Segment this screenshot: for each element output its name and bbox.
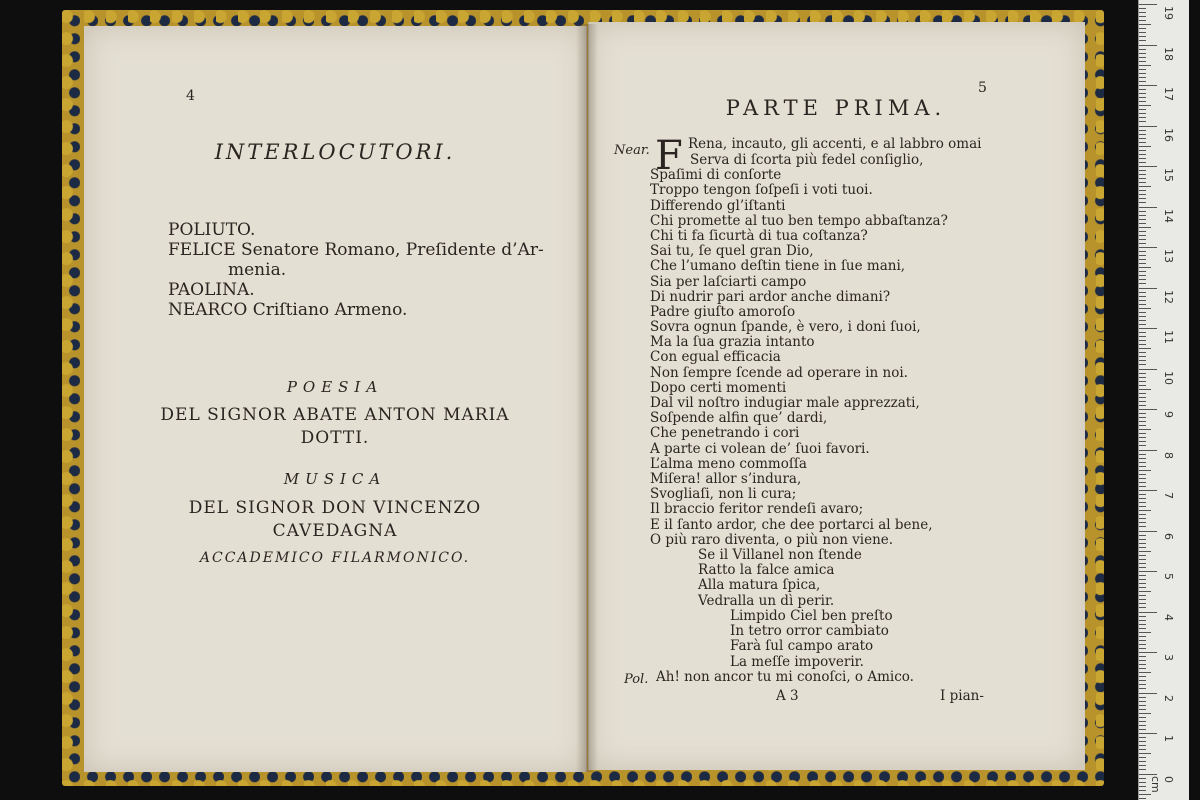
ruler-label: 0 cm <box>1149 775 1175 793</box>
ruler-label: 5 <box>1162 573 1175 580</box>
speaker-nearco: Near. <box>614 143 650 158</box>
character-paolina: PAOLINA. <box>168 280 255 300</box>
ruler-tick <box>1139 198 1146 199</box>
ruler-tick <box>1139 652 1157 653</box>
ruler-label: 15 <box>1162 168 1175 182</box>
ruler-tick <box>1139 215 1146 216</box>
ruler-tick <box>1139 8 1146 9</box>
ruler-tick <box>1139 154 1146 155</box>
ruler-tick <box>1139 725 1146 726</box>
ruler-tick <box>1139 543 1146 544</box>
ruler-label: 16 <box>1162 127 1175 142</box>
ruler-tick <box>1139 320 1146 321</box>
ruler-tick <box>1139 470 1151 471</box>
ruler-tick <box>1139 251 1146 252</box>
parte-prima-heading: PARTE PRIMA. <box>725 96 947 120</box>
ruler-tick <box>1139 352 1146 353</box>
ruler-tick <box>1139 794 1151 795</box>
ruler-tick <box>1139 518 1146 519</box>
ruler-tick <box>1139 4 1157 5</box>
ruler-tick <box>1139 774 1157 775</box>
ruler-tick <box>1139 466 1146 467</box>
ruler-tick <box>1139 105 1151 106</box>
ruler-tick <box>1139 219 1146 220</box>
ruler-tick <box>1139 693 1157 694</box>
ruler-tick <box>1139 101 1146 102</box>
verse-line: Il braccio feritor rendeſi avaro; <box>650 501 864 518</box>
ruler-tick <box>1139 113 1146 114</box>
verse-first-line: Rena, incauto, gli accenti, e al labbro omai <box>688 136 982 152</box>
ruler-label: 10 <box>1162 370 1175 385</box>
ruler-tick <box>1139 279 1146 280</box>
verse-line: Troppo tengon ſoſpeſi i voti tuoi. <box>650 182 873 199</box>
ruler-tick <box>1139 688 1146 689</box>
ruler-tick <box>1139 555 1146 556</box>
ruler-tick <box>1139 65 1151 66</box>
ruler-tick <box>1139 660 1146 661</box>
ruler-tick <box>1139 575 1146 576</box>
catchword: I pian- <box>940 688 984 704</box>
ruler-tick <box>1139 749 1146 750</box>
ruler-tick <box>1139 401 1146 402</box>
ruler-tick <box>1139 12 1146 13</box>
verse-line: Ratto la falce amica <box>698 562 835 579</box>
ruler-tick <box>1139 381 1146 382</box>
ruler-tick <box>1139 369 1157 370</box>
ruler-tick <box>1139 24 1151 25</box>
speaker-poliuto: Pol. <box>624 672 649 687</box>
ruler-tick <box>1139 166 1157 167</box>
poetry-author-line2: DOTTI. <box>300 428 370 448</box>
ruler-tick <box>1139 664 1146 665</box>
ruler-tick <box>1139 202 1146 203</box>
ruler-tick <box>1139 697 1146 698</box>
verse-line: Spaſimi di conſorte <box>650 167 782 184</box>
ruler-tick <box>1139 170 1146 171</box>
ruler-tick <box>1139 450 1157 451</box>
ruler-tick <box>1139 713 1151 714</box>
verse-line: Chi promette al tuo ben tempo abbaſtanza? <box>650 212 948 229</box>
ruler-tick <box>1139 531 1157 532</box>
ruler-tick <box>1139 61 1146 62</box>
ruler-tick <box>1139 547 1146 548</box>
ruler-tick <box>1139 235 1146 236</box>
ruler-label: 4 <box>1162 613 1175 621</box>
ruler-tick <box>1139 174 1146 175</box>
right-page-number: 5 <box>978 80 987 96</box>
ruler-tick <box>1139 486 1146 487</box>
ruler-tick <box>1139 385 1146 386</box>
ruler-tick <box>1139 632 1151 633</box>
ruler-tick <box>1139 328 1157 329</box>
ruler-tick <box>1139 595 1146 596</box>
ruler-tick <box>1139 741 1146 742</box>
ruler-label: 7 <box>1162 492 1175 499</box>
ruler-tick <box>1139 583 1146 584</box>
ruler-tick <box>1139 539 1146 540</box>
ruler-label: 11 <box>1162 330 1175 344</box>
ruler-tick <box>1139 247 1157 248</box>
ruler-tick <box>1139 701 1146 702</box>
ruler-tick <box>1139 32 1146 33</box>
ruler-label: 1 <box>1162 735 1175 742</box>
ruler-tick <box>1139 405 1146 406</box>
character-poliuto: POLIUTO. <box>168 220 256 240</box>
ruler-tick <box>1139 194 1146 195</box>
ruler-tick <box>1139 77 1146 78</box>
ruler-tick <box>1139 336 1146 337</box>
ruler-tick <box>1139 498 1146 499</box>
ruler-tick <box>1139 753 1151 754</box>
ruler-tick <box>1139 121 1146 122</box>
ruler-tick <box>1139 494 1146 495</box>
verse-line: Serva di ſcorta più fedel conſiglio, <box>690 152 924 168</box>
ruler-tick <box>1139 478 1146 479</box>
ruler-tick <box>1139 267 1151 268</box>
ruler-tick <box>1139 721 1146 722</box>
verse-line: La meſſe impoverir. <box>730 653 864 670</box>
ruler-tick <box>1139 97 1146 98</box>
ruler-tick <box>1139 138 1146 139</box>
verse-line: Farà ſul campo arato <box>730 638 874 655</box>
ruler-tick <box>1139 778 1146 779</box>
left-page-number: 4 <box>186 88 195 104</box>
music-author-line2: CAVEDAGNA <box>272 521 398 541</box>
ruler-tick <box>1139 271 1146 272</box>
ruler-tick <box>1139 612 1157 613</box>
ruler-tick <box>1139 559 1146 560</box>
ruler-tick <box>1139 733 1157 734</box>
ruler-tick <box>1139 628 1146 629</box>
ruler-tick <box>1139 745 1146 746</box>
verse-line: Differendo gl’iſtanti <box>650 197 786 214</box>
ruler-tick <box>1139 433 1146 434</box>
verse-line: A parte ci volean de’ ſuoi favori. <box>650 440 870 457</box>
ruler-tick <box>1139 620 1146 621</box>
ruler-tick <box>1139 535 1146 536</box>
verse-line: Dopo certi momenti <box>650 379 787 396</box>
ruler-tick <box>1139 344 1146 345</box>
ruler-tick <box>1139 490 1157 491</box>
ruler-tick <box>1139 514 1146 515</box>
ruler-tick <box>1139 607 1146 608</box>
ruler-tick <box>1139 16 1146 17</box>
poliuto-line: Ah! non ancor tu mi conoſci, o Amico. <box>656 669 914 685</box>
ruler-tick <box>1139 705 1146 706</box>
ruler-tick <box>1139 158 1146 159</box>
verse-line: Vedralla un dì perir. <box>698 592 835 609</box>
ruler-tick <box>1139 454 1146 455</box>
ruler-tick <box>1139 441 1146 442</box>
ruler-tick <box>1139 377 1146 378</box>
ruler-tick <box>1139 551 1151 552</box>
signature-mark: A 3 <box>776 688 799 704</box>
ruler-tick <box>1139 587 1146 588</box>
ruler-tick <box>1139 292 1146 293</box>
ruler-tick <box>1139 717 1146 718</box>
ruler-tick <box>1139 482 1146 483</box>
verse-line: Miſera! allor s’indura, <box>650 470 802 487</box>
ruler-tick <box>1139 126 1157 127</box>
ruler-label: 14 <box>1162 208 1175 223</box>
ruler-tick <box>1139 332 1146 333</box>
ruler-tick <box>1139 178 1146 179</box>
ruler-tick <box>1139 356 1146 357</box>
ruler-tick <box>1139 409 1157 410</box>
verse-line: Sovra ognun ſpande, è vero, i doni ſuoi, <box>650 319 921 336</box>
ruler-tick <box>1139 757 1146 758</box>
ruler-tick <box>1139 769 1146 770</box>
ruler-tick <box>1139 40 1146 41</box>
character-felice-cont: menia. <box>228 260 287 280</box>
ruler-tick <box>1139 186 1151 187</box>
verse-line: Che l’umano deſtin tiene in ſue mani, <box>650 258 906 275</box>
ruler-tick <box>1139 130 1146 131</box>
ruler-tick <box>1139 211 1146 212</box>
ruler-label: 17 <box>1162 87 1175 101</box>
ruler-tick <box>1139 603 1146 604</box>
verse-line: O più raro diventa, o più non viene. <box>650 531 894 548</box>
ruler-tick <box>1139 53 1146 54</box>
verse-line: L’alma meno commoſſa <box>650 455 807 472</box>
ruler-tick <box>1139 89 1146 90</box>
ruler-tick <box>1139 644 1146 645</box>
ruler-tick <box>1139 680 1146 681</box>
ruler-tick <box>1139 288 1157 289</box>
verse-line: Sia per laſciarti campo <box>650 273 807 290</box>
ruler-tick <box>1139 437 1146 438</box>
ruler-tick <box>1139 640 1146 641</box>
ruler-tick <box>1139 522 1146 523</box>
ruler-tick <box>1139 591 1151 592</box>
ruler-tick <box>1139 223 1146 224</box>
ruler-tick <box>1139 684 1146 685</box>
ruler-label: 9 <box>1162 411 1175 418</box>
verse-line: Se il Villanel non ſtende <box>698 547 862 563</box>
music-author-line1: DEL SIGNOR DON VINCENZO <box>188 498 482 518</box>
ruler-tick <box>1139 648 1146 649</box>
ruler-tick <box>1139 425 1146 426</box>
ruler-tick <box>1139 786 1146 787</box>
ruler-label: 12 <box>1162 289 1175 304</box>
ruler-tick <box>1139 417 1146 418</box>
ruler-tick <box>1139 510 1151 511</box>
ruler-tick <box>1139 45 1157 46</box>
ruler-tick <box>1139 275 1146 276</box>
ruler-tick <box>1139 134 1146 135</box>
ruler-tick <box>1139 316 1146 317</box>
ruler-label: 19 <box>1162 6 1175 20</box>
verse-line: Sai tu, ſe quel gran Dio, <box>650 243 814 260</box>
ruler-tick <box>1139 283 1146 284</box>
ruler-tick <box>1139 231 1146 232</box>
verse-line: Alla matura ſpica, <box>698 577 821 594</box>
ruler-tick <box>1139 668 1146 669</box>
ruler-tick <box>1139 296 1146 297</box>
ruler-tick <box>1139 709 1146 710</box>
ruler-tick <box>1139 227 1151 228</box>
ruler-tick <box>1139 373 1146 374</box>
ruler-tick <box>1139 207 1157 208</box>
ruler-tick <box>1139 579 1146 580</box>
ruler-tick <box>1139 506 1146 507</box>
ruler-tick <box>1139 142 1146 143</box>
verse-line: Padre giuſto amoroſo <box>650 303 796 320</box>
ruler-tick <box>1139 458 1146 459</box>
ruler-tick <box>1139 421 1146 422</box>
verse-line: Non ſempre ſcende ad operare in noi. <box>650 364 908 381</box>
ruler-tick <box>1139 150 1146 151</box>
verse-line: Con egual efficacia <box>650 349 781 366</box>
ruler-tick <box>1139 782 1146 783</box>
ruler-tick <box>1139 599 1146 600</box>
ruler-label: 2 <box>1162 694 1175 702</box>
ruler-tick <box>1139 636 1146 637</box>
poetry-label: POESIA <box>286 378 384 396</box>
ruler-tick <box>1139 624 1146 625</box>
music-author-title: ACCADEMICO FILARMONICO. <box>199 550 471 566</box>
ruler-tick <box>1139 429 1151 430</box>
ruler-tick <box>1139 20 1146 21</box>
verse-line: Soſpende alfin que’ dardi, <box>650 410 828 427</box>
character-list <box>168 220 568 320</box>
ruler-tick <box>1139 146 1151 147</box>
ruler-label: 8 <box>1162 451 1175 459</box>
book-gutter <box>576 24 598 772</box>
ruler-tick <box>1139 502 1146 503</box>
ruler-tick <box>1139 364 1146 365</box>
aria-stanza-2 <box>730 609 893 670</box>
ruler-tick <box>1139 790 1146 791</box>
ruler-tick <box>1139 93 1146 94</box>
drop-cap: F <box>655 133 683 179</box>
ruler-tick <box>1139 563 1146 564</box>
ruler-tick <box>1139 312 1146 313</box>
ruler-tick <box>1139 304 1146 305</box>
ruler-tick <box>1139 474 1146 475</box>
interlocutori-title: INTERLOCUTORI. <box>214 140 456 164</box>
ruler-tick <box>1139 571 1157 572</box>
ruler-tick <box>1139 28 1146 29</box>
aria-stanza-1 <box>698 548 862 609</box>
ruler-tick <box>1139 85 1157 86</box>
ruler-tick <box>1139 413 1146 414</box>
ruler-tick <box>1139 397 1146 398</box>
verse-line: E il ſanto ardor, che dee portarci al bene, <box>650 516 933 533</box>
music-label: MUSICA <box>283 470 387 488</box>
ruler-tick <box>1139 324 1146 325</box>
ruler-tick <box>1139 729 1146 730</box>
ruler-tick <box>1139 36 1146 37</box>
ruler-tick <box>1139 340 1146 341</box>
verse-line: In tetro orror cambiato <box>730 623 889 640</box>
ruler-tick <box>1139 348 1151 349</box>
ruler-tick <box>1139 567 1146 568</box>
measurement-ruler <box>1138 0 1189 800</box>
ruler-tick <box>1139 162 1146 163</box>
verse-line: Di nudrir pari ardor anche dimani? <box>650 288 891 305</box>
ruler-tick <box>1139 676 1146 677</box>
verse-line: Che penetrando i cori <box>650 425 800 442</box>
ruler-tick <box>1139 255 1146 256</box>
ruler-tick <box>1139 389 1151 390</box>
poetry-author-line1: DEL SIGNOR ABATE ANTON MARIA <box>160 405 510 425</box>
character-felice: FELICE Senatore Romano, Preſidente d’Ar- <box>168 240 544 260</box>
ruler-tick <box>1139 761 1146 762</box>
ruler-tick <box>1139 656 1146 657</box>
ruler-tick <box>1139 616 1146 617</box>
ruler-tick <box>1139 672 1151 673</box>
verse-line: Limpido Ciel ben preſto <box>730 608 893 624</box>
ruler-tick <box>1139 243 1146 244</box>
ruler-label: 18 <box>1162 46 1175 61</box>
ruler-tick <box>1139 300 1146 301</box>
ruler-tick <box>1139 117 1146 118</box>
ruler-tick <box>1139 259 1146 260</box>
ruler-tick <box>1139 190 1146 191</box>
verse-line: Chi ti fa ſicurtà di tua coſtanza? <box>650 227 868 244</box>
ruler-tick <box>1139 239 1146 240</box>
ruler-tick <box>1139 737 1146 738</box>
character-nearco: NEARCO Criſtiano Armeno. <box>168 300 408 320</box>
ruler-label: 3 <box>1162 654 1175 661</box>
ruler-tick <box>1139 81 1146 82</box>
ruler-label: 6 <box>1162 532 1175 540</box>
ruler-tick <box>1139 69 1146 70</box>
ruler-tick <box>1139 109 1146 110</box>
ruler-tick <box>1139 360 1146 361</box>
ruler-tick <box>1139 182 1146 183</box>
ruler-tick <box>1139 308 1151 309</box>
ruler-tick <box>1139 49 1146 50</box>
verse-line: Dal vil noſtro indugiar male apprezzati, <box>650 395 920 411</box>
verse-line: Ma la ſua grazia intanto <box>650 334 815 351</box>
ruler-tick <box>1139 393 1146 394</box>
ruler-tick <box>1139 798 1146 799</box>
ruler-label: 13 <box>1162 249 1175 263</box>
verse-line: Svogliaſi, non li cura; <box>650 486 797 503</box>
ruler-tick <box>1139 263 1146 264</box>
ruler-tick <box>1139 462 1146 463</box>
recitative-block <box>650 153 948 548</box>
ruler-tick <box>1139 526 1146 527</box>
ruler-tick <box>1139 765 1146 766</box>
ruler-tick <box>1139 445 1146 446</box>
left-page <box>84 26 587 772</box>
ruler-tick <box>1139 73 1146 74</box>
ruler-tick <box>1139 57 1146 58</box>
